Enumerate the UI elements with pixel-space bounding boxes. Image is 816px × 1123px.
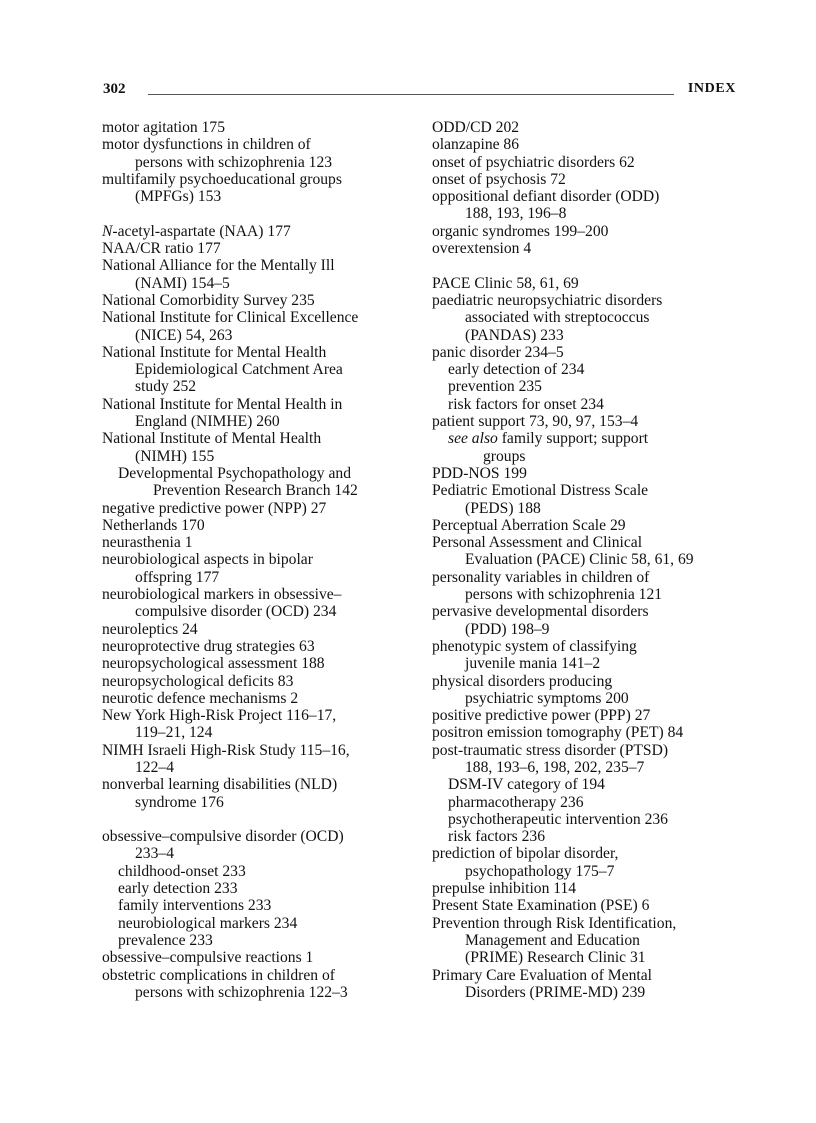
see-also-label: see also (448, 430, 498, 448)
index-subentry: neurobiological markers 234 (118, 914, 298, 932)
index-entry: Pediatric Emotional Distress Scale (432, 482, 649, 500)
index-entry-continuation: syndrome 176 (135, 793, 224, 811)
index-entry: prediction of bipolar disorder, (432, 845, 619, 863)
index-entry: Personal Assessment and Clinical (432, 534, 643, 552)
index-entry: nonverbal learning disabilities (NLD) (102, 776, 338, 794)
index-entry-continuation: associated with streptococcus (465, 309, 650, 327)
index-entry: motor dysfunctions in children of (102, 136, 311, 154)
index-entry-continuation: Evaluation (PACE) Clinic 58, 61, 69 (465, 551, 694, 569)
index-entry: neuropsychological deficits 83 (102, 672, 294, 690)
index-entry: oppositional defiant disorder (ODD) (432, 188, 660, 206)
index-entry-continuation: juvenile mania 141–2 (465, 655, 601, 673)
index-entry: ODD/CD 202 (432, 119, 520, 136)
index-entry: neuroprotective drug strategies 63 (102, 637, 315, 655)
index-entry: onset of psychosis 72 (432, 170, 566, 188)
index-subentry: risk factors for onset 234 (448, 395, 604, 413)
index-entry: PACE Clinic 58, 61, 69 (432, 274, 579, 292)
index-entry: overextension 4 (432, 240, 532, 258)
index-entry: National Comorbidity Survey 235 (102, 291, 315, 309)
index-subentry: psychotherapeutic intervention 236 (448, 810, 668, 828)
index-subentry: childhood-onset 233 (118, 862, 246, 880)
index-entry: organic syndromes 199–200 (432, 222, 609, 240)
index-entry-continuation: 188, 193, 196–8 (465, 205, 567, 223)
index-subentry: prevalence 233 (118, 931, 213, 949)
index-entry: NIMH Israeli High-Risk Study 115–16, (102, 741, 350, 759)
index-entry-continuation: (NIMH) 155 (135, 447, 215, 465)
index-entry: negative predictive power (NPP) 27 (102, 499, 327, 517)
index-entry-continuation: psychiatric symptoms 200 (465, 689, 629, 707)
index-entry: neuropsychological assessment 188 (102, 655, 325, 673)
index-subentry: family interventions 233 (118, 897, 272, 915)
index-entry-continuation: offspring 177 (135, 568, 220, 586)
index-entry-continuation: (PEDS) 188 (465, 499, 541, 517)
index-entry: multifamily psychoeducational groups (102, 170, 342, 188)
index-subentry-continuation: groups (483, 447, 526, 465)
index-entry: neuroleptics 24 (102, 620, 198, 638)
page-number: 302 (103, 81, 126, 97)
index-entry: positron emission tomography (PET) 84 (432, 724, 684, 742)
index-entry-continuation: Disorders (PRIME-MD) 239 (465, 983, 646, 1001)
index-subentry: early detection 233 (118, 880, 238, 898)
index-entry-continuation: psychopathology 175–7 (465, 862, 615, 880)
index-entry-continuation: Management and Education (465, 931, 640, 949)
index-entry: physical disorders producing (432, 672, 613, 690)
index-entry: Netherlands 170 (102, 516, 205, 534)
index-entry: positive predictive power (PPP) 27 (432, 707, 651, 725)
index-entry: Perceptual Aberration Scale 29 (432, 516, 626, 534)
index-entry-continuation: compulsive disorder (OCD) 234 (135, 603, 337, 621)
index-entry-continuation: (MPFGs) 153 (135, 188, 222, 206)
index-subentry: DSM-IV category of 194 (448, 776, 605, 794)
index-subentry: prevention 235 (448, 378, 542, 396)
index-entry: patient support 73, 90, 97, 153–4 (432, 413, 639, 431)
index-entry-continuation: (NAMI) 154–5 (135, 274, 230, 292)
header-rule (148, 94, 674, 95)
index-entry: neurotic defence mechanisms 2 (102, 689, 299, 707)
index-entry: National Institute for Mental Health (102, 343, 327, 361)
index-entry-continuation: (NICE) 54, 263 (135, 326, 233, 344)
index-entry: Prevention through Risk Identification, (432, 914, 677, 932)
index-entry-continuation: 119–21, 124 (135, 724, 213, 742)
letter-group-gap (432, 257, 742, 274)
section-title: INDEX (687, 81, 736, 96)
index-subentry: pharmacotherapy 236 (448, 793, 584, 811)
index-subentry: Developmental Psychopathology and (118, 464, 351, 482)
index-entry: obsessive–compulsive disorder (OCD) (102, 828, 344, 846)
index-column-left (102, 119, 412, 1001)
index-entry: neurobiological markers in obsessive– (102, 586, 342, 604)
index-entry (102, 223, 412, 240)
index-entry-continuation: (PDD) 198–9 (465, 620, 550, 638)
index-entry-continuation: (PANDAS) 233 (465, 326, 564, 344)
index-entry-continuation: 233–4 (135, 845, 174, 863)
index-entry: olanzapine 86 (432, 136, 520, 154)
index-entry: National Institute of Mental Health (102, 430, 322, 448)
index-entry: motor agitation 175 (102, 119, 225, 136)
index-entry: National Institute for Mental Health in (102, 395, 343, 413)
index-entry-continuation: (PRIME) Research Clinic 31 (465, 949, 646, 967)
index-entry: obstetric complications in children of (102, 966, 335, 984)
italic-prefix: N (102, 222, 113, 240)
index-entry: neurobiological aspects in bipolar (102, 551, 313, 569)
index-entry-continuation: 188, 193–6, 198, 202, 235–7 (465, 758, 645, 776)
index-subentry: risk factors 236 (448, 828, 546, 846)
index-entry: pervasive developmental disorders (432, 603, 649, 621)
index-entry: Present State Examination (PSE) 6 (432, 897, 650, 915)
index-entry: neurasthenia 1 (102, 534, 193, 552)
index-entry-continuation: persons with schizophrenia 123 (135, 153, 333, 171)
index-entry: PDD-NOS 199 (432, 464, 527, 482)
index-subentry-continuation: Prevention Research Branch 142 (153, 482, 358, 500)
index-entry-continuation: England (NIMHE) 260 (135, 413, 280, 431)
index-cross-reference (432, 430, 742, 447)
index-entry: onset of psychiatric disorders 62 (432, 153, 635, 171)
index-entry: New York High-Risk Project 116–17, (102, 707, 337, 725)
index-entry: panic disorder 234–5 (432, 343, 564, 361)
index-entry: NAA/CR ratio 177 (102, 240, 221, 258)
index-entry-continuation: persons with schizophrenia 122–3 (135, 983, 348, 1001)
index-subentry: early detection of 234 (448, 361, 585, 379)
index-entry-continuation: study 252 (135, 378, 197, 396)
index-entry: Primary Care Evaluation of Mental (432, 966, 652, 984)
index-entry: phenotypic system of classifying (432, 637, 637, 655)
index-entry-continuation: Epidemiological Catchment Area (135, 361, 343, 379)
letter-group-gap (102, 811, 412, 828)
index-entry: paediatric neuropsychiatric disorders (432, 291, 663, 309)
index-entry: post-traumatic stress disorder (PTSD) (432, 741, 669, 759)
index-entry: National Alliance for the Mentally Ill (102, 257, 335, 275)
index-entry: obsessive–compulsive reactions 1 (102, 949, 314, 967)
index-entry: National Institute for Clinical Excellence (102, 309, 359, 327)
index-column-right (432, 119, 742, 1001)
cross-reference-text: family support; support (497, 430, 649, 448)
index-entry-continuation: 122–4 (135, 758, 174, 776)
running-header (103, 79, 736, 99)
index-entry: prepulse inhibition 114 (432, 880, 577, 898)
index-entry: personality variables in children of (432, 568, 650, 586)
letter-group-gap (102, 205, 412, 222)
entry-text: -acetyl-aspartate (NAA) 177 (112, 222, 291, 240)
index-entry-continuation: persons with schizophrenia 121 (465, 586, 663, 604)
